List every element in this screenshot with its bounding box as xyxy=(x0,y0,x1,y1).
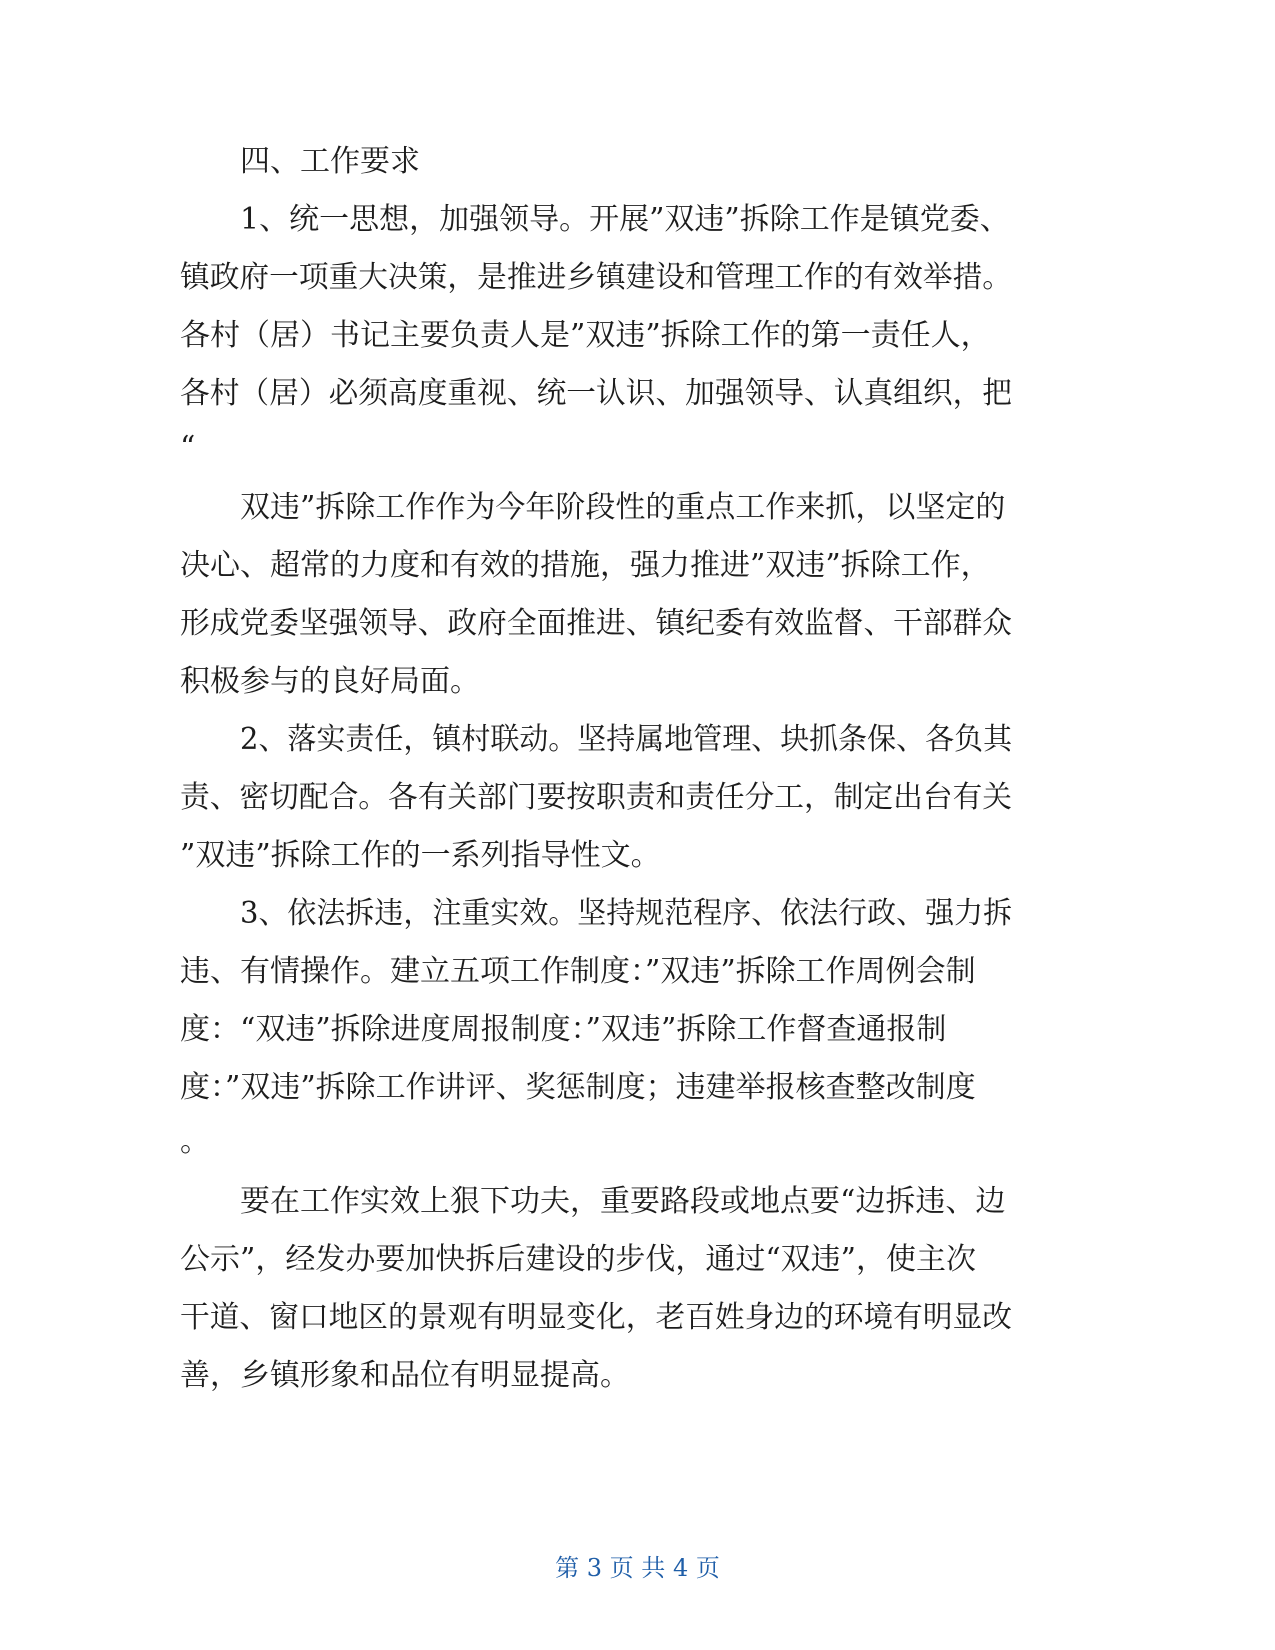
paragraph-line: ”双违”拆除工作的一系列指导性文。 xyxy=(180,838,661,873)
page-number-footer: 第 3 页 共 4 页 xyxy=(555,1554,720,1582)
paragraph-line: 公示”，经发办要加快拆后建设的步伐，通过“双违”，使主次 xyxy=(180,1242,977,1277)
paragraph-line: 积极参与的良好局面。 xyxy=(180,664,480,699)
paragraph-line: 各村（居）书记主要负责人是”双违”拆除工作的第一责任人， xyxy=(180,318,991,353)
paragraph-line: 。 xyxy=(180,1124,210,1159)
paragraph-line: 违、有情操作。建立五项工作制度：”双违”拆除工作周例会制 xyxy=(180,954,976,989)
paragraph-line: 干道、窗口地区的景观有明显变化，老百姓身边的环境有明显改 xyxy=(180,1300,1013,1335)
paragraph-line: 各村（居）必须高度重视、统一认识、加强领导、认真组织，把 xyxy=(180,376,1013,411)
paragraph-line: 度：”双违”拆除工作讲评、奖惩制度；违建举报核查整改制度 xyxy=(180,1070,976,1105)
paragraph-line: 1、统一思想，加强领导。开展”双违”拆除工作是镇党委、 xyxy=(240,202,1010,237)
paragraph-line: 要在工作实效上狠下功夫，重要路段或地点要“边拆违、边 xyxy=(240,1184,1006,1219)
paragraph-line: 形成党委坚强领导、政府全面推进、镇纪委有效监督、干部群众 xyxy=(180,606,1013,641)
paragraph-line: 双违”拆除工作作为今年阶段性的重点工作来抓，以坚定的 xyxy=(240,490,1006,525)
paragraph-line: 善，乡镇形象和品位有明显提高。 xyxy=(180,1358,630,1393)
paragraph-line: 责、密切配合。各有关部门要按职责和责任分工，制定出台有关 xyxy=(180,780,1013,815)
paragraph-line: 决心、超常的力度和有效的措施，强力推进”双违”拆除工作， xyxy=(180,548,991,583)
paragraph-line: 2、落实责任，镇村联动。坚持属地管理、块抓条保、各负其 xyxy=(240,722,1013,757)
section-heading: 四、工作要求 xyxy=(240,144,420,179)
paragraph-line: 镇政府一项重大决策，是推进乡镇建设和管理工作的有效举措。 xyxy=(180,260,1013,295)
paragraph-line: 度：“双违”拆除进度周报制度：”双违”拆除工作督查通报制 xyxy=(180,1012,947,1047)
paragraph-line: “ xyxy=(180,430,196,465)
paragraph-line: 3、依法拆违，注重实效。坚持规范程序、依法行政、强力拆 xyxy=(240,896,1013,931)
